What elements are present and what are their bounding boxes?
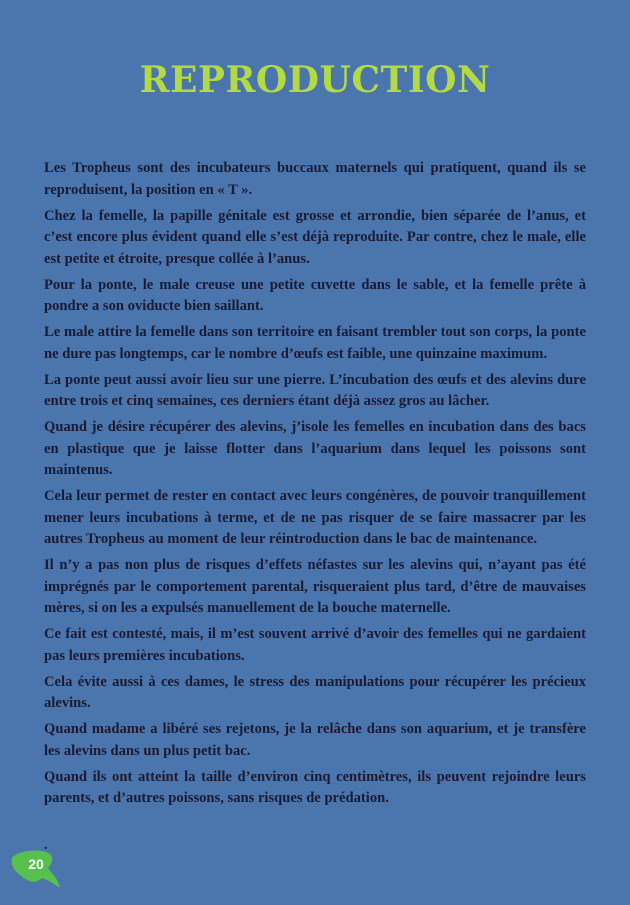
paragraph: Chez la femelle, la papille génitale est grosse et arrondie, bien séparée de l’anus, et c’est encore plus évident quand elle s’est déjà reproduite. Par contre, chez le male, elle est petite et étroite, presque collée à l’anus.	[44, 207, 586, 267]
paragraph: Quand je désire récupérer des alevins, j’isole les femelles en incubation dans des bacs en plastique que je laisse flotter dans l’aquarium dans lequel les poissons sont maintenus.	[44, 419, 586, 478]
paragraph: Quand ils ont atteint la taille d’environ cinq centimètres, ils peuvent rejoindre leurs parents, et d’autres poissons, sans risques de prédation.	[44, 768, 586, 806]
paragraph: Les Tropheus sont des incubateurs buccaux maternels qui pratiquent, quand ils se reproduisent, la position en « T ».	[44, 160, 586, 198]
paragraph: Quand madame a libéré ses rejetons, je la relâche dans son aquarium, et je transfère les alevins dans un plus petit bac.	[44, 721, 586, 759]
page-title: REPRODUCTION	[139, 59, 491, 102]
paragraph: Le male attire la femelle dans son territoire en faisant trembler tout son corps, la ponte ne dure pas longtemps, car le nombre d’œufs est faible, une quinzaine maximum.	[44, 324, 586, 362]
paragraph: Cela évite aussi à ces dames, le stress des manipulations pour récupérer les précieux alevins.	[44, 673, 586, 711]
page-number: 20	[28, 856, 44, 872]
paragraph: Pour la ponte, le male creuse une petite cuvette dans le sable, et la femelle prête à pondre a son oviducte bien saillant.	[44, 276, 586, 314]
trailing-mark: .	[44, 838, 48, 853]
page-number-badge	[8, 848, 64, 894]
paragraph: Cela leur permet de rester en contact avec leurs congénères, de pouvoir tranquillement mener leurs incubations à terme, et de ne pas risquer de se faire massacrer par les autres Tropheus au moment de leur réintroduction dans le bac de maintenance.	[44, 488, 586, 547]
article-body	[44, 158, 586, 814]
paragraph: Ce fait est contesté, mais, il m’est souvent arrivé d’avoir des femelles qui ne gardaient pas leurs premières incubations.	[44, 626, 586, 664]
paragraph: La ponte peut aussi avoir lieu sur une pierre. L’incubation des œufs et des alevins dure entre trois et cinq semaines, ces derniers étant déjà assez gros au lâcher.	[44, 371, 586, 409]
paragraph: Il n’y a pas non plus de risques d’effets néfastes sur les alevins qui, n’ayant pas été imprégnés par le comportement parental, risqueraient plus tard, d’être de mauvaises mères, si on les a expulsés manuellement de la bouche maternelle.	[44, 557, 586, 616]
